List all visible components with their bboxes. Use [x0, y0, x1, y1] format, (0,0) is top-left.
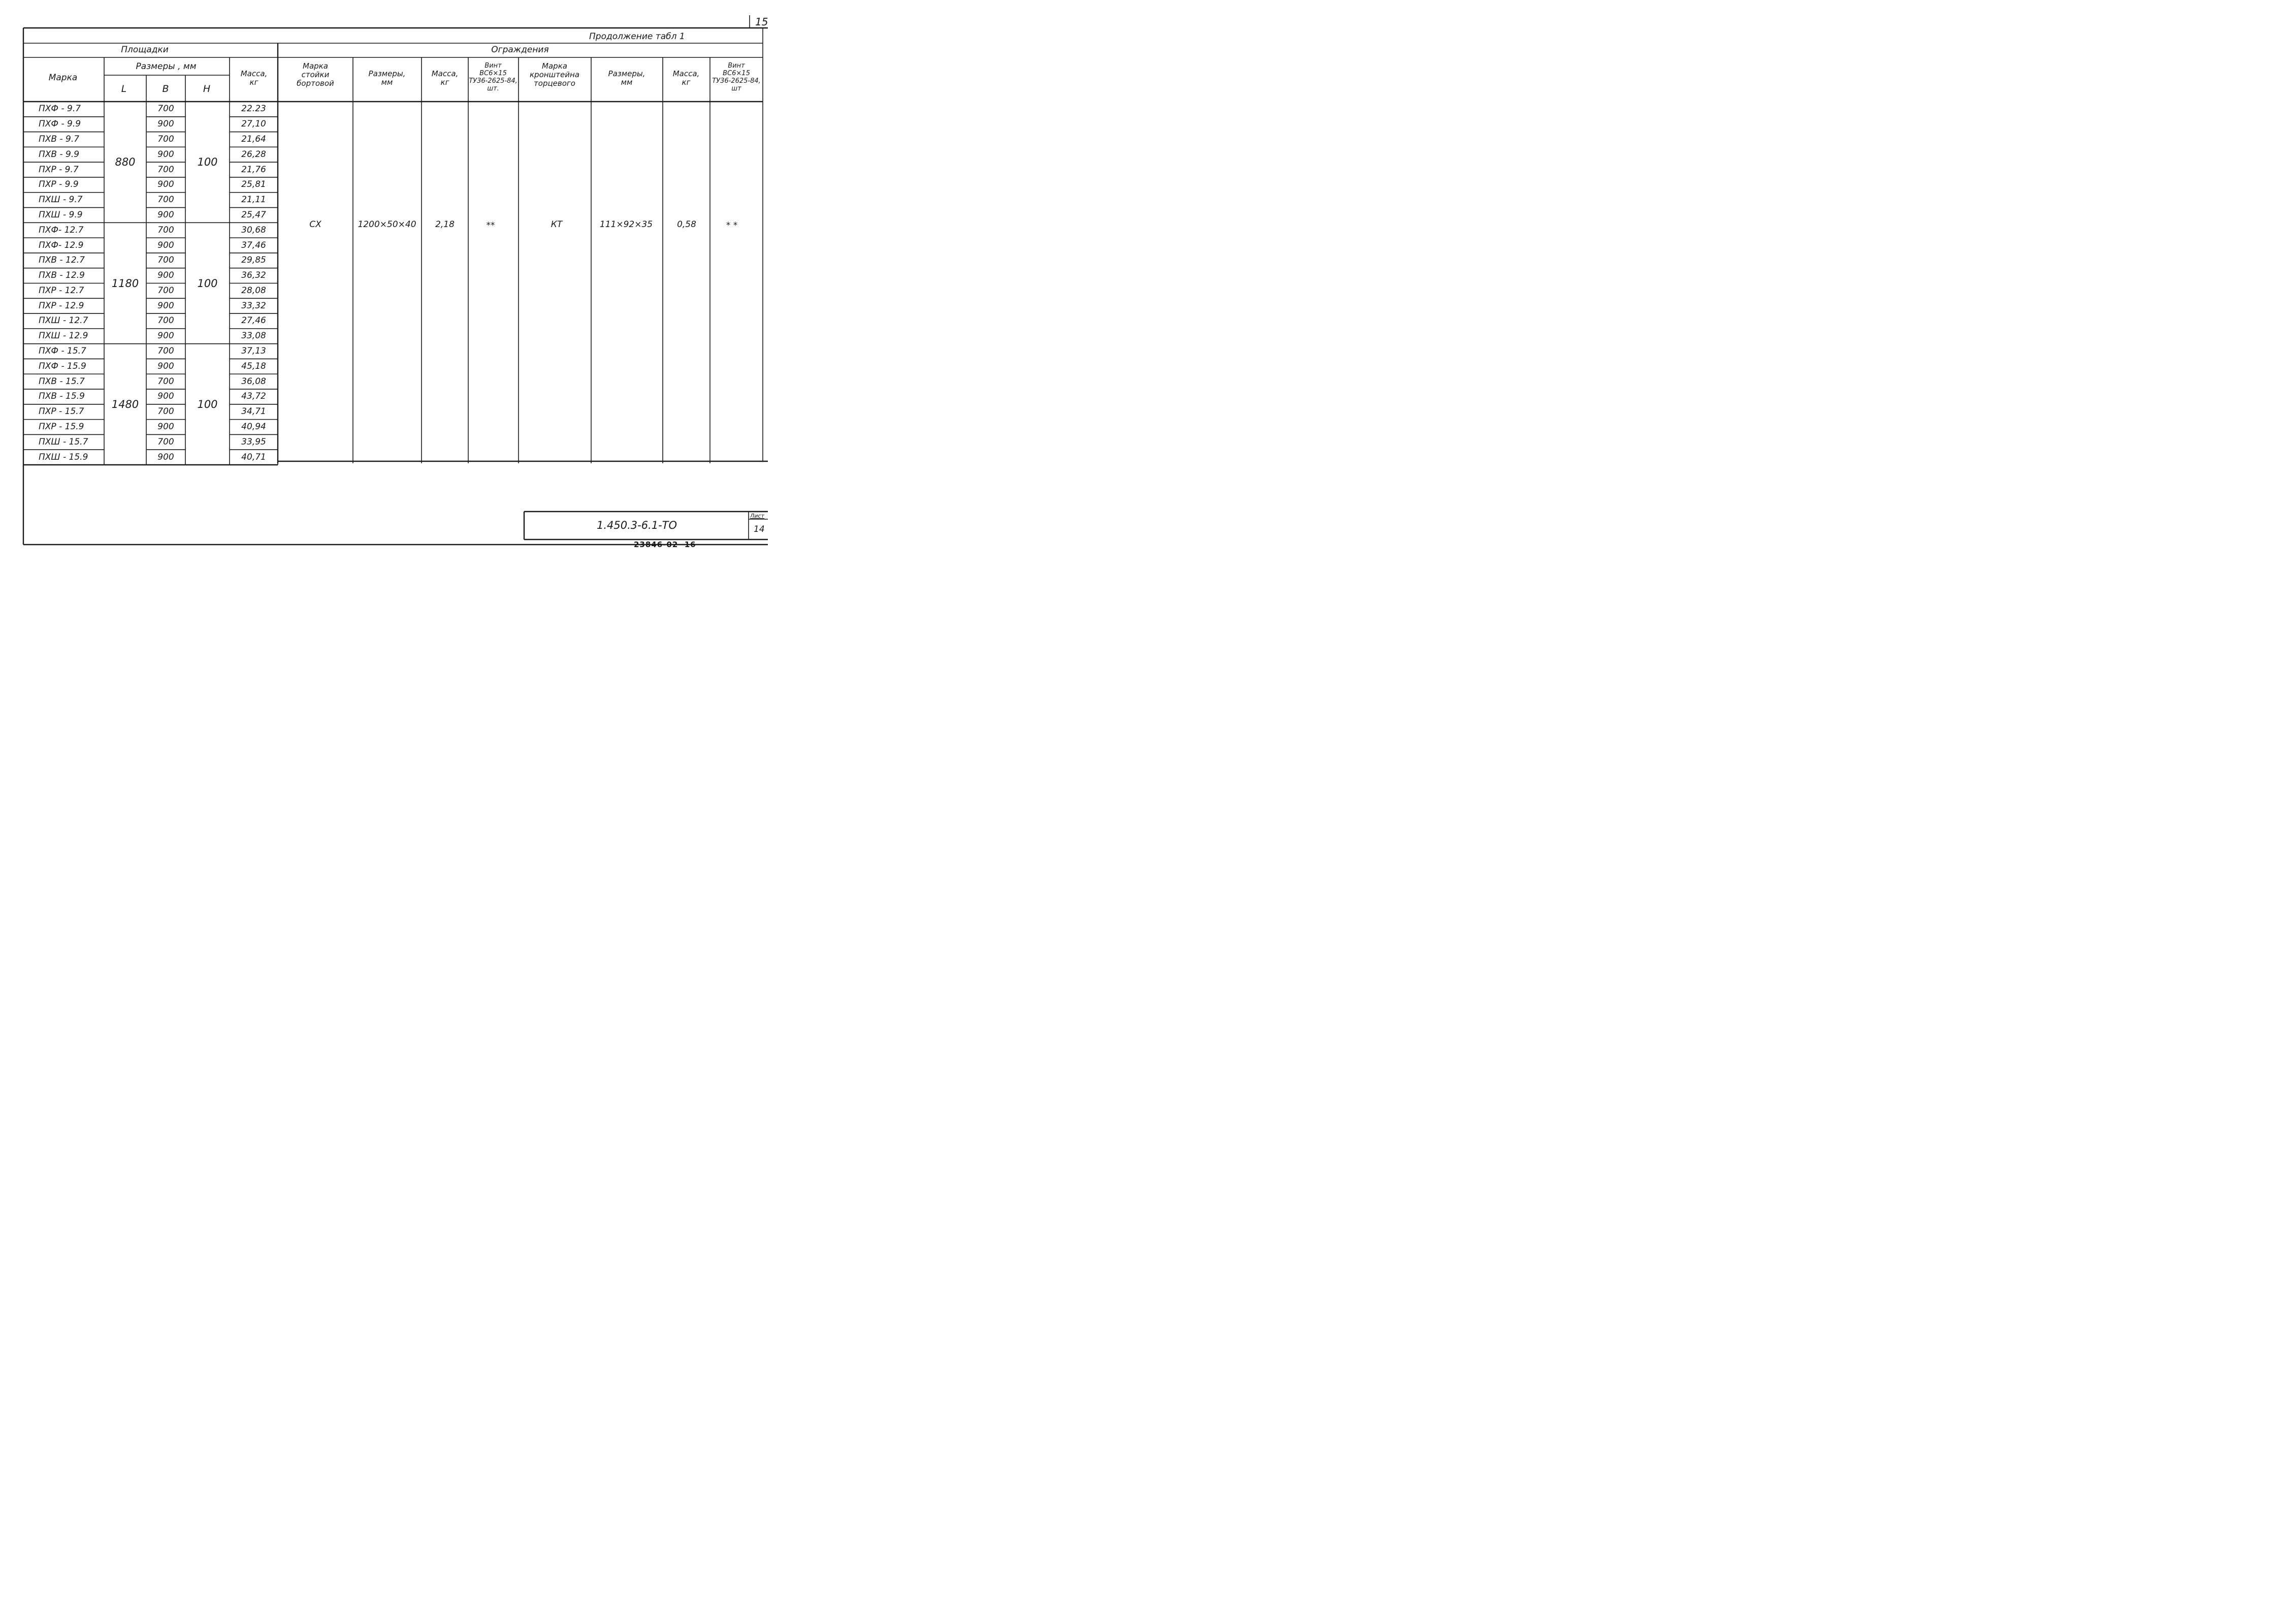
- platform-width: 700: [157, 104, 174, 114]
- platform-mass: 43,72: [241, 391, 266, 402]
- platform-mark: ПХШ - 15.7: [39, 436, 88, 447]
- platform-mark: ПХВ - 15.7: [39, 376, 85, 387]
- platform-mass: 40,71: [241, 452, 266, 462]
- bracket-screw-header: [712, 62, 761, 92]
- bracket-mark-value: КТ: [551, 219, 563, 230]
- sheet-label: Лист: [750, 513, 764, 519]
- platform-mass: 21,64: [241, 134, 266, 144]
- platform-width: 700: [157, 406, 174, 417]
- platform-mark: ПХВ - 9.9: [39, 149, 80, 160]
- document-code: 1.450.3-6.1-ТО: [596, 519, 677, 531]
- platform-height: 100: [197, 156, 218, 169]
- stand-mark-value: СХ: [309, 219, 321, 230]
- header-line: кг: [682, 78, 691, 87]
- platform-mark: ПХР - 9.9: [39, 179, 79, 190]
- platform-width: 900: [157, 119, 174, 130]
- header-line: мм: [621, 78, 633, 87]
- platform-height: 100: [197, 277, 218, 290]
- header-line: кг: [249, 78, 258, 87]
- platform-mass: 26,28: [241, 149, 266, 160]
- stand-mass-header: [432, 70, 459, 87]
- platform-length: 1480: [111, 398, 139, 410]
- stand-dims-value: 1200×50×40: [358, 219, 416, 230]
- bracket-mass-value: 0,58: [677, 219, 696, 230]
- stand-mass-value: 2,18: [435, 219, 455, 230]
- stand-mark-header: [297, 62, 334, 88]
- platform-width: 700: [157, 255, 174, 266]
- platform-mass: 22.23: [241, 104, 266, 114]
- platform-width: 900: [157, 331, 174, 341]
- header-line: мм: [381, 78, 393, 87]
- platform-mass: 25,81: [241, 179, 266, 190]
- platform-mass: 45,18: [241, 361, 266, 371]
- platform-width: 700: [157, 436, 174, 447]
- bracket-dims-header: [608, 70, 645, 87]
- platform-mass: 40,94: [241, 422, 266, 432]
- platform-mark: ПХФ - 15.7: [39, 346, 86, 357]
- dims-header: Размеры , мм: [136, 61, 197, 72]
- stand-screw-header: [469, 62, 518, 92]
- platform-width: 900: [157, 270, 174, 281]
- platform-width: 900: [157, 209, 174, 220]
- header-line: Марка: [542, 61, 567, 71]
- header-line: бортовой: [297, 79, 334, 88]
- stand-dims-header: [369, 70, 406, 87]
- platform-mass: 36,08: [241, 376, 266, 387]
- archive-number: 23846-02 16: [634, 540, 696, 549]
- continuation-label: Продолжение табл 1: [589, 31, 685, 42]
- header-line: шт.: [487, 85, 499, 92]
- platform-width: 900: [157, 391, 174, 402]
- col-H-header: H: [203, 83, 211, 94]
- stand-screw-value: **: [486, 220, 495, 231]
- platform-mass: 21,11: [241, 195, 266, 205]
- header-line: ВС6×15: [479, 70, 507, 77]
- platform-width: 700: [157, 346, 174, 357]
- platforms-title: Площадки: [121, 45, 169, 55]
- header-line: кг: [440, 78, 449, 87]
- platform-mark: ПХШ - 12.7: [39, 315, 88, 326]
- header-line: Масса,: [240, 69, 268, 78]
- platform-mass: 30,68: [241, 225, 266, 235]
- platform-mass: 34,71: [241, 406, 266, 417]
- platform-mark: ПХШ - 12.9: [39, 331, 88, 341]
- platform-length: 880: [115, 156, 136, 169]
- header-line: ТУ36-2625-84,: [469, 77, 518, 85]
- bracket-screw-value: * *: [726, 220, 738, 231]
- header-line: Масса,: [431, 69, 459, 78]
- platform-width: 700: [157, 315, 174, 326]
- col-L-header: L: [121, 83, 127, 94]
- platform-width: 900: [157, 179, 174, 190]
- header-line: торцевого: [534, 79, 575, 88]
- platform-mass: 33,08: [241, 331, 266, 341]
- header-line: Винт: [728, 62, 745, 70]
- bracket-mass-header: [673, 70, 700, 87]
- header-line: Размеры,: [368, 69, 406, 78]
- platform-width: 900: [157, 149, 174, 160]
- platform-mark: ПХР - 12.7: [39, 285, 84, 296]
- header-line: Размеры,: [608, 69, 645, 78]
- sheet-number: 14: [754, 524, 765, 534]
- header-line: Масса,: [672, 69, 700, 78]
- platform-mass: 25,47: [241, 209, 266, 220]
- platform-width: 900: [157, 361, 174, 371]
- platform-mass: 29,85: [241, 255, 266, 266]
- header-line: шт: [731, 85, 741, 92]
- platform-mark: ПХР - 9.7: [39, 164, 79, 175]
- platform-mass: 37,13: [241, 346, 266, 357]
- platform-width: 700: [157, 225, 174, 235]
- platform-mark-header: Марка: [48, 73, 78, 83]
- platform-mass: 27,10: [241, 119, 266, 130]
- platform-mass: 33,95: [241, 436, 266, 447]
- platform-mass: 33,32: [241, 300, 266, 311]
- platform-mark: ПХШ - 9.9: [39, 209, 83, 220]
- platform-mark: ПХВ - 12.7: [39, 255, 85, 266]
- header-line: Марка: [303, 61, 328, 71]
- platform-mass-header: [241, 70, 268, 87]
- platform-height: 100: [197, 398, 218, 410]
- platform-mark: ПХФ - 9.7: [39, 104, 81, 114]
- platform-mark: ПХФ- 12.7: [39, 225, 84, 235]
- platform-mark: ПХФ- 12.9: [39, 240, 84, 250]
- platform-mark: ПХР - 12.9: [39, 300, 84, 311]
- platform-mass: 28,08: [241, 285, 266, 296]
- platform-mass: 37,46: [241, 240, 266, 250]
- platform-mark: ПХШ - 9.7: [39, 195, 83, 205]
- header-line: Винт: [484, 62, 502, 70]
- header-line: стойки: [301, 70, 330, 79]
- platform-width: 900: [157, 422, 174, 432]
- platform-length: 1180: [111, 277, 139, 290]
- col-B-header: B: [162, 83, 169, 94]
- platform-mass: 36,32: [241, 270, 266, 281]
- page-number: 15: [755, 16, 768, 28]
- platform-mark: ПХШ - 15.9: [39, 452, 88, 462]
- platform-mark: ПХВ - 15.9: [39, 391, 85, 402]
- header-line: ТУ36-2625-84,: [712, 77, 761, 85]
- header-line: ВС6×15: [723, 70, 750, 77]
- platform-width: 700: [157, 134, 174, 144]
- platform-mark: ПХВ - 9.7: [39, 134, 80, 144]
- guards-title: Ограждения: [491, 45, 549, 55]
- platform-mark: ПХВ - 12.9: [39, 270, 85, 281]
- platform-mass: 27,46: [241, 315, 266, 326]
- platform-width: 700: [157, 164, 174, 175]
- header-line: кронштейна: [529, 70, 580, 79]
- platform-mark: ПХР - 15.7: [39, 406, 84, 417]
- platform-width: 700: [157, 376, 174, 387]
- platform-mass: 21,76: [241, 164, 266, 175]
- platform-width: 900: [157, 300, 174, 311]
- platform-width: 700: [157, 195, 174, 205]
- platform-mark: ПХФ - 9.9: [39, 119, 81, 130]
- platform-width: 700: [157, 285, 174, 296]
- platform-width: 900: [157, 240, 174, 250]
- platform-width: 900: [157, 452, 174, 462]
- platform-mark: ПХР - 15.9: [39, 422, 84, 432]
- platform-mark: ПХФ - 15.9: [39, 361, 86, 371]
- bracket-mark-header: [530, 62, 579, 88]
- bracket-dims-value: 111×92×35: [599, 219, 653, 230]
